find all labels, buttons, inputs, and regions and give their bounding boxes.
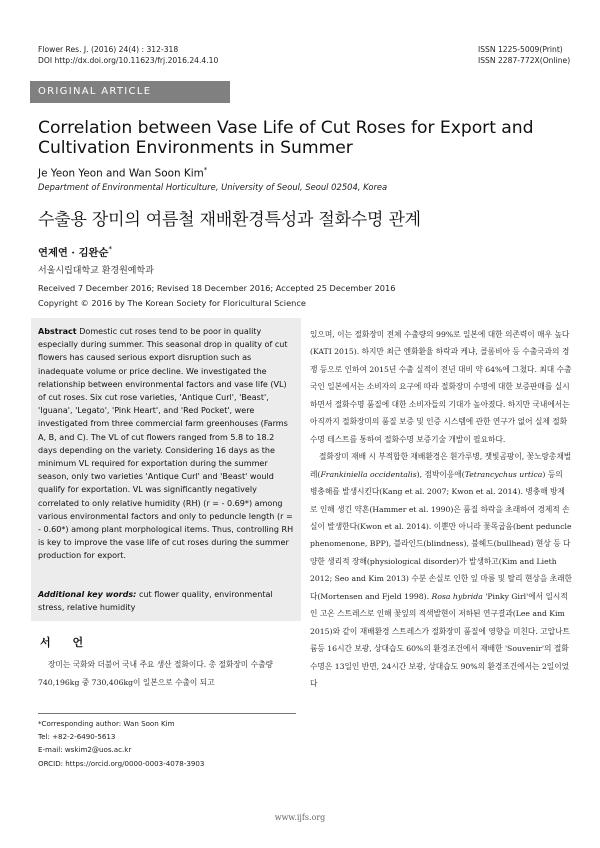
affiliation-korean: 서울시립대학교 환경원예학과 bbox=[38, 266, 154, 276]
authors-english bbox=[38, 166, 207, 179]
keywords bbox=[38, 588, 294, 614]
issn-online: ISSN 2287-772X(Online) bbox=[478, 56, 571, 65]
species-rose: Rosa hybrida bbox=[431, 591, 483, 601]
keywords-label: Additional key words: bbox=[38, 590, 137, 599]
authors-korean-names: 연제연 · 김완순 bbox=[38, 247, 109, 259]
intro-paragraph-left: 장미는 국화와 더불어 국내 주요 생산 절화이다. 총 절화장미 수출량 740,196kg 중 730,406kg이 일본으로 수출이 되고 bbox=[38, 660, 273, 687]
footnote-divider bbox=[38, 713, 296, 714]
orcid-link[interactable]: ORCID: https://orcid.org/0000-0003-4078-3903 bbox=[38, 758, 205, 768]
p2-part-b: ), 점박이응애( bbox=[416, 469, 465, 479]
journal-website[interactable]: www.ijfs.org bbox=[274, 813, 326, 822]
paragraph-1: 있으며, 이는 절화장미 전체 수출량의 99%로 일본에 대한 의존력이 매우 높다(KATI 2015). 하지만 최근 엔화환율 하락과 케냐, 콜롬비아 등 수출국과의 경쟁 등으로 인하여 2015년 수출 실적이 전년 대비 약 64%에 그쳤다. 최대 수출국인 일본에서는 소비자의 요구에 따라 절화장미 수명에 대한 보증판매를 실시하면서 절화수명 품질에 대한 소비자들의 기대가 높아졌다. 하지만 국내에서는 아직까지 절화장미의 품질 보증 및 인증 시스템에 관한 연구가 없어 실제 절화수명 테스트를 통하여 절화수명 보증기술 개발이 필요하다. bbox=[310, 330, 572, 444]
right-column-text bbox=[310, 326, 572, 693]
copyright-line: Copyright © 2016 by The Korean Society for Floricultural Science bbox=[38, 297, 306, 308]
authors-english-names: Je Yeon Yeon and Wan Soon Kim bbox=[38, 167, 204, 180]
species-mite: Tetrancychus urtica bbox=[464, 469, 543, 479]
abstract bbox=[38, 325, 294, 563]
corresponding-author: *Corresponding author: Wan Soon Kim bbox=[38, 719, 175, 728]
p2-part-a: 절화장미 재배 시 부적합한 재배환경은 흰가루병, 잿빛곰팡이, 꽃노랑총채벌레( bbox=[310, 452, 572, 479]
footnote bbox=[38, 717, 298, 770]
title-english: Correlation between Vase Life of Cut Roses for Export and Cultivation Environments in Summer bbox=[38, 118, 534, 158]
corresponding-mark-korean: * bbox=[108, 245, 112, 254]
issn-print: ISSN 1225-5009(Print) bbox=[478, 45, 563, 54]
species-thrips: Frankiniella occidentalis bbox=[320, 469, 417, 479]
article-type-ribbon: ORIGINAL ARTICLE bbox=[30, 81, 230, 103]
received-revised-accepted: Received 7 December 2016; Revised 18 December 2016; Accepted 25 December 2016 bbox=[38, 283, 396, 293]
article-dates bbox=[38, 281, 395, 310]
keywords-text: cut flower quality, environmental stress, relative humidity bbox=[38, 590, 273, 613]
abstract-label: Abstract bbox=[38, 327, 77, 336]
journal-citation: Flower Res. J. (2016) 24(4) : 312-318 bbox=[38, 45, 179, 54]
email[interactable]: E-mail: wskim2@uos.ac.kr bbox=[38, 745, 132, 755]
p2-part-d: 'Pinky Girl'에서 일시적인 고온 스트레스로 인해 꽃잎의 적색발현이 저하된 연구결과(Lee and Kim 2015)와 같이 재배환경 스트레스가 절화장미 품질에 영향을 미친다. 고압나트륨등 16시간 보광, 상대습도 60%의 환경조건에서 재배한 'Souvenir'의 절화수명은 13일인 반면, 24시간 보광, 상대습도 90%의 환경조건에서는 2일이었다 bbox=[310, 591, 570, 689]
doi-link[interactable]: DOI http://dx.doi.org/10.11623/frj.2016.24.4.10 bbox=[38, 56, 219, 65]
title-korean: 수출용 장미의 여름철 재배환경특성과 절화수명 관계 bbox=[38, 210, 421, 230]
authors-korean bbox=[38, 244, 112, 259]
p2-part-c: ) 등의 병충해를 발생시킨다(Kang et al. 2007; Kwon et al. 2014). 병충해 방제로 인해 생긴 약흔(Hammer et al. 1990)은 품질 하락을 초래하여 경제적 손실이 발생한다(Kwon et al. 2014). 이뿐만 아니라 꽃목굽음(bent peduncle phenomenone, BPP), 블라인드(blindness), 불헤드(bullhead) 현상 등 다양한 생리적 장해(physiological disorder)가 발생하고(Kim and Lieth 2012; Seo and Kim 2013) 수분 손실로 인한 잎 마름 및 탈리 현상을 초래한다(Mortensen and Fjeld 1998). bbox=[310, 469, 572, 601]
corresponding-mark: * bbox=[203, 166, 208, 174]
paragraph-2 bbox=[310, 448, 572, 692]
affiliation-english: Department of Environmental Horticulture, University of Seoul, Seoul 02504, Korea bbox=[38, 182, 388, 192]
telephone: Tel: +82-2-6490-5613 bbox=[38, 732, 116, 742]
abstract-text: Domestic cut roses tend to be poor in quality especially during summer. This seasonal drop in quality of cut flowers has caused serious export disruption such as inadequate volume or price decline. We investigated the relationship between environmental factors and vase life (VL) of cut roses. Six cut rose varieties, 'Antique Curl', 'Beast', 'Iguana', 'Legato', 'Pink Heart', and 'Red Pocket', were investigated from three commercial farm greenhouses (Farms A, B, and C). The VL of cut flowers ranged from 5.8 to 18.2 days depending on the variety. Considering 16 days as the minimum VL required for exportation during the summer season, only two varieties 'Antique Curl' and 'Beast' would qualify for exportation. VL was significantly negatively correlated to only relative humidity (RH) (r = - 0.69*) among various environmental factors and only to peduncle length (r = - 0.60*) among plant morphological items. Thus, controlling RH is key to improve the vase life of cut roses during the summer production for export. bbox=[38, 327, 294, 561]
section-heading-introduction: 서 언 bbox=[40, 636, 93, 649]
